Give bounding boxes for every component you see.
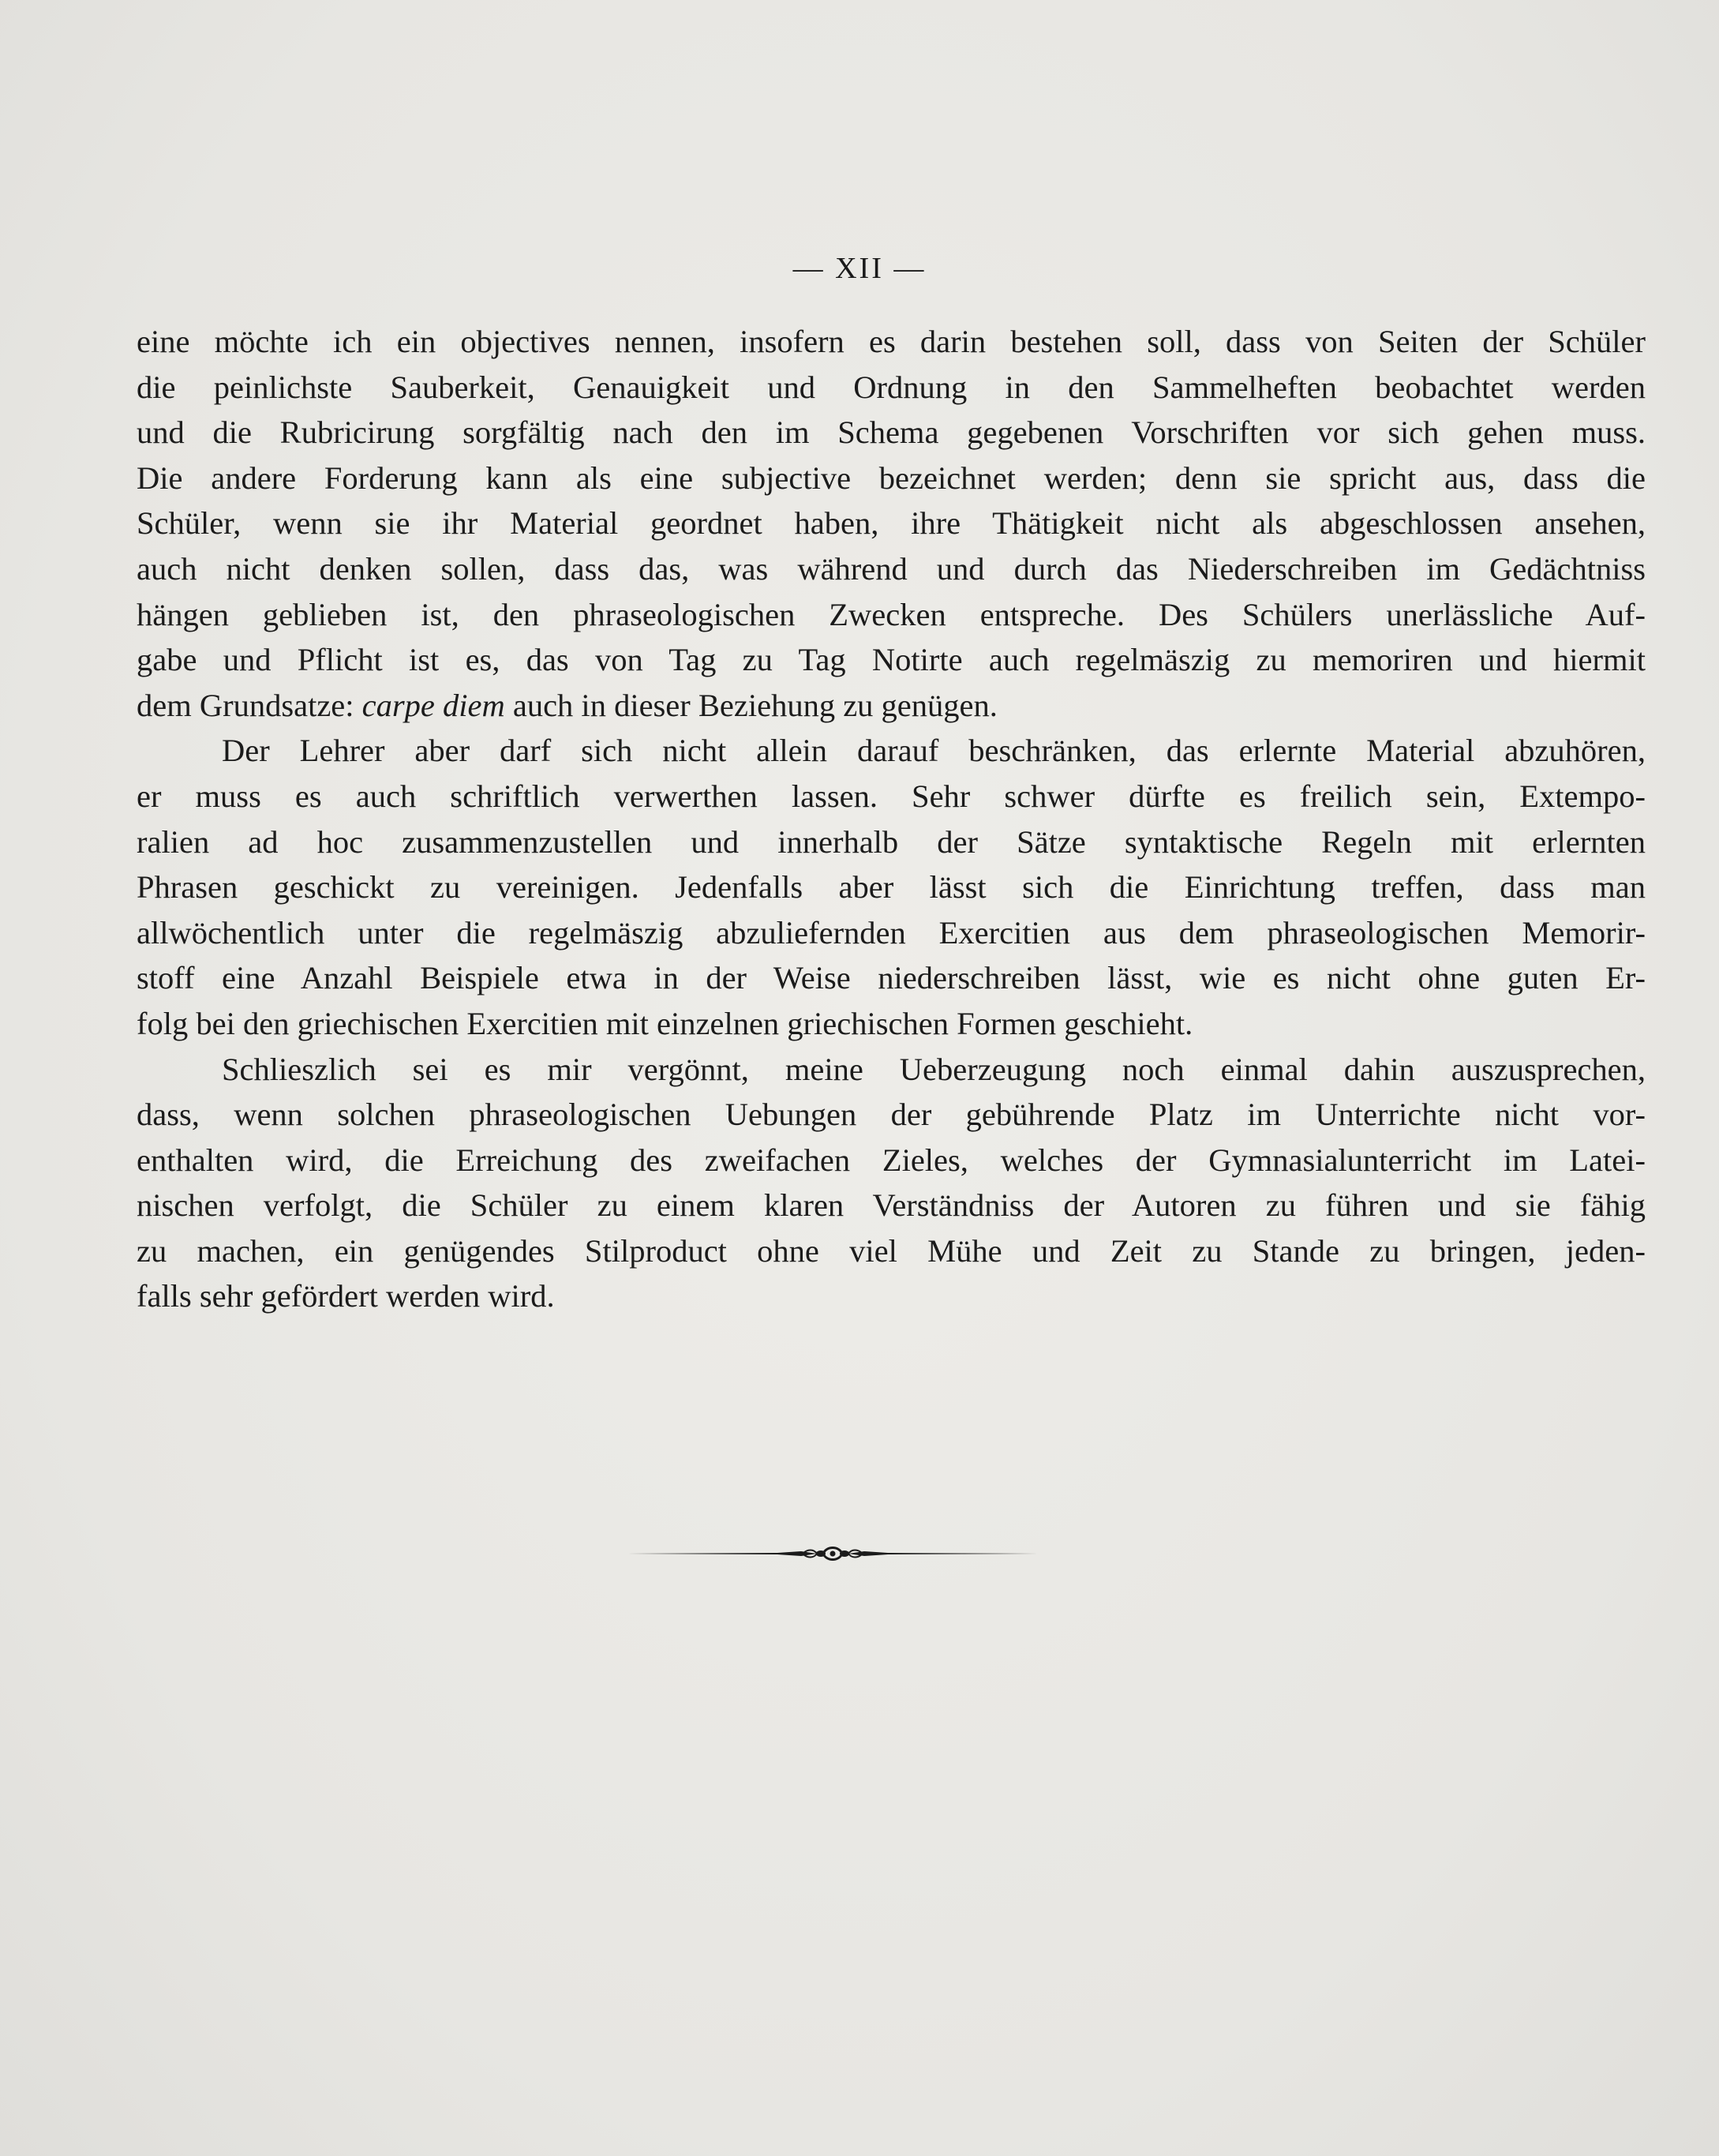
text-line: zu machen, ein genügendes Stilproduct ohne viel Mühe und Zeit zu Stande zu bringen, jeden-: [137, 1232, 1646, 1269]
italic-phrase: carpe diem: [361, 687, 505, 723]
text-line: [137, 683, 1646, 729]
text-line: Die andere Forderung kann als eine subjective bezeichnet werden; denn sie spricht aus, dass die: [137, 459, 1646, 496]
text-line: gabe und Pflicht ist es, das von Tag zu Tag Notirte auch regelmäszig zu memoriren und hiermit: [137, 642, 1646, 678]
text-line: stoff eine Anzahl Beispiele etwa in der Weise niederschreiben lässt, wie es nicht ohne guten Er-: [137, 960, 1646, 996]
text-run: dem Grundsatze:: [137, 687, 362, 723]
paragraph-3: [137, 1047, 1646, 1320]
text-line: die peinlichste Sauberkeit, Genauigkeit und Ordnung in den Sammelheften beobachtet werden: [137, 369, 1646, 405]
text-line: auch nicht denken sollen, dass das, was während und durch das Niederschreiben im Gedächtniss: [137, 550, 1646, 587]
text-line: allwöchentlich unter die regelmäszig abzuliefernden Exercitien aus dem phraseologischen Memorir-: [137, 914, 1646, 951]
ornamental-divider: [627, 1541, 1038, 1566]
divider-center-dot: [830, 1551, 836, 1557]
text-line: Phrasen geschickt zu vereinigen. Jedenfalls aber lässt sich die Einrichtung treffen, dass man: [137, 869, 1646, 906]
text-run: auch in dieser Beziehung zu genügen.: [504, 687, 998, 723]
page-number: — XII —: [792, 252, 927, 285]
text-line: hängen geblieben ist, den phraseologischen Zwecken entspreche. Des Schülers unerlässliche Auf-: [137, 596, 1646, 632]
paragraph-2: [137, 728, 1646, 1046]
text-line: Schlieszlich sei es mir vergönnt, meine Ueberzeugung noch einmal dahin auszusprechen,: [222, 1051, 1646, 1087]
text-line: ralien ad hoc zusammenzustellen und innerhalb der Sätze syntaktische Regeln mit erlernten: [137, 823, 1646, 860]
body-text: [137, 319, 1646, 1319]
paragraph-1: [137, 319, 1646, 728]
text-line: enthalten wird, die Erreichung des zweifachen Zieles, welches der Gymnasialunterricht im Latei-: [137, 1142, 1646, 1178]
text-line: folg bei den griechischen Exercitien mit einzelnen griechischen Formen geschieht.: [137, 1005, 1193, 1041]
text-line: dass, wenn solchen phraseologischen Uebungen der gebührende Platz im Unterrichte nicht vor-: [137, 1097, 1646, 1133]
divider-left-rule: [627, 1551, 817, 1556]
text-line: Schüler, wenn sie ihr Material geordnet haben, ihre Thätigkeit nicht als abgeschlossen ansehen,: [137, 505, 1646, 542]
divider-right-rule: [848, 1551, 1038, 1556]
text-line: und die Rubricirung sorgfältig nach den im Schema gegebenen Vorschriften vor sich gehen muss.: [137, 414, 1646, 451]
text-line: nischen verfolgt, die Schüler zu einem klaren Verständniss der Autoren zu führen und sie fähig: [137, 1187, 1646, 1224]
text-line: eine möchte ich ein objectives nennen, insofern es darin bestehen soll, dass von Seiten der Schüler: [137, 324, 1646, 359]
text-line: falls sehr gefördert werden wird.: [137, 1278, 555, 1314]
text-line: Der Lehrer aber darf sich nicht allein darauf beschränken, das erlernte Material abzuhören,: [222, 733, 1646, 769]
text-line: er muss es auch schriftlich verwerthen lassen. Sehr schwer dürfte es freilich sein, Extempo-: [137, 778, 1646, 814]
